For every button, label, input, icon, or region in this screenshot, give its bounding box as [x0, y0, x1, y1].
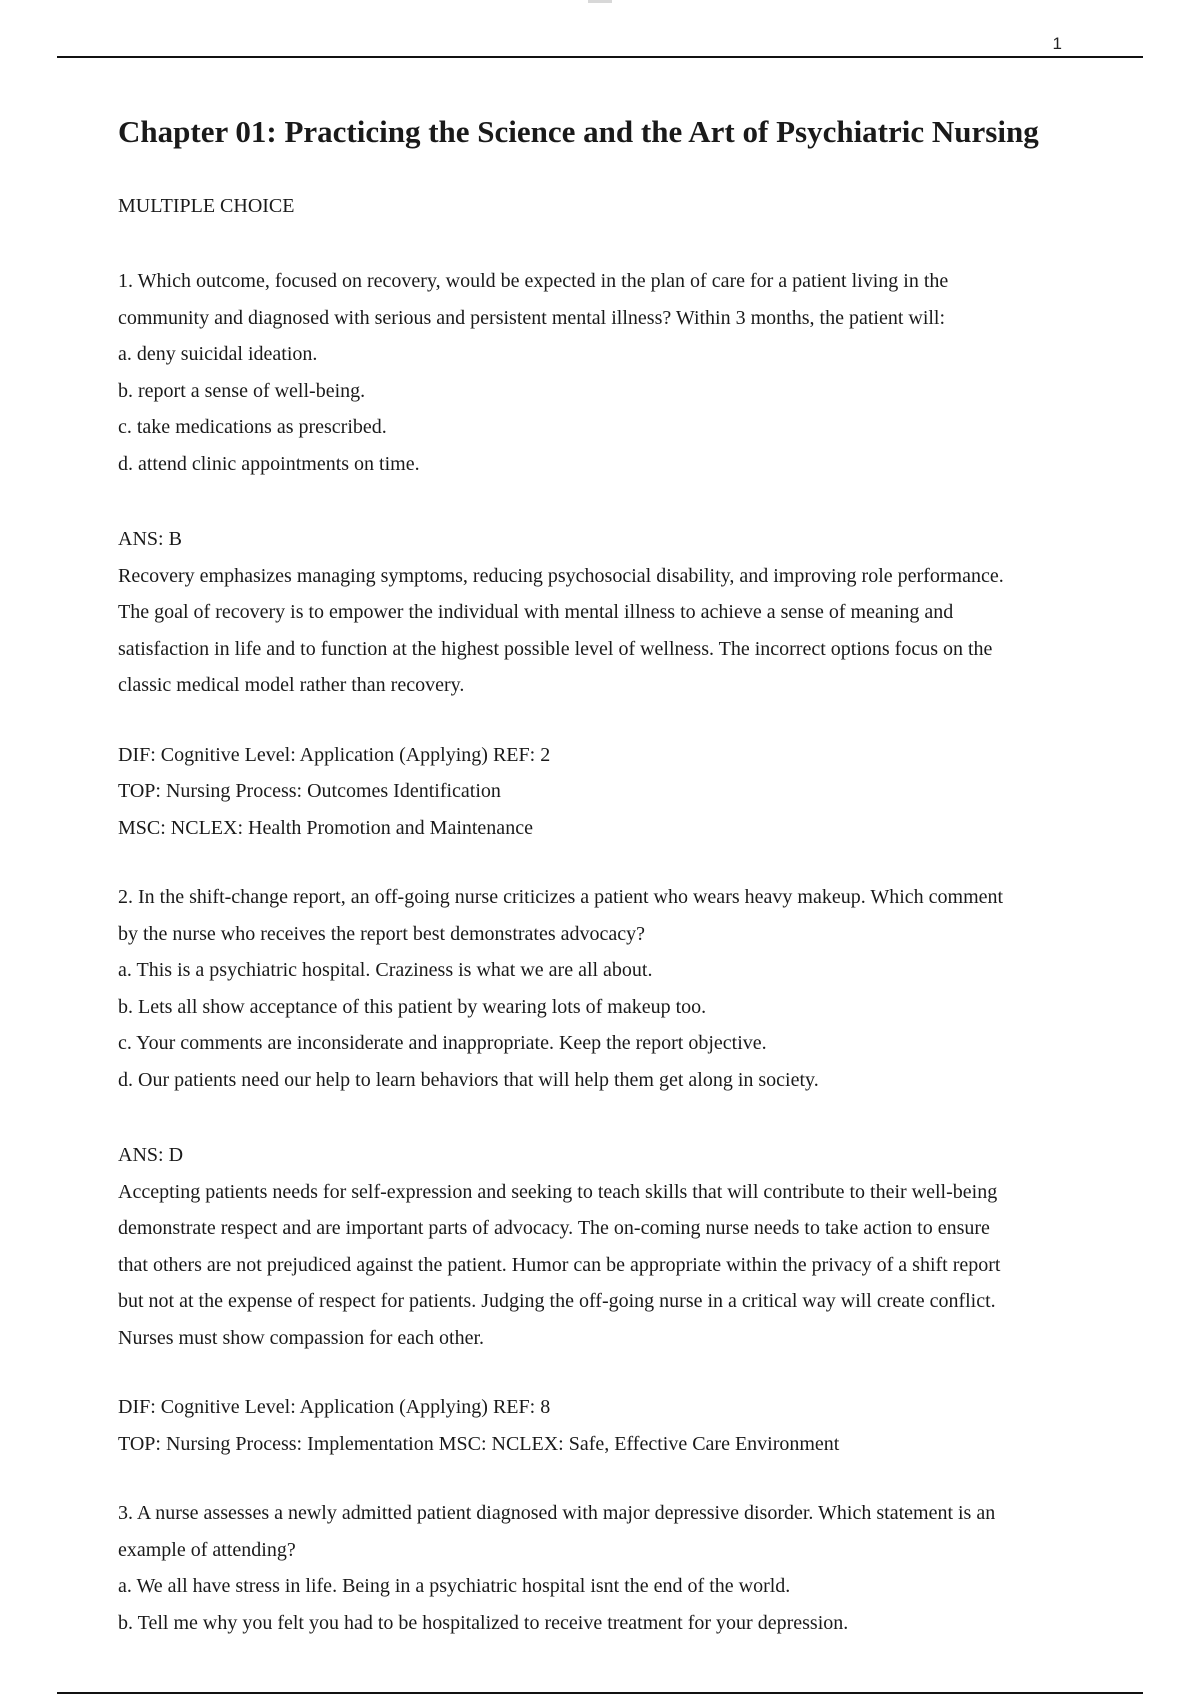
footer-rule: [57, 1692, 1143, 1694]
answer-option-a: a. This is a psychiatric hospital. Craziness is what we are all about.: [118, 959, 653, 981]
meta-line: TOP: Nursing Process: Outcomes Identification: [118, 780, 501, 802]
question-stem-line: community and diagnosed with serious and persistent mental illness? Within 3 months, the patient will:: [118, 306, 946, 329]
rationale-line: The goal of recovery is to empower the individual with mental illness to achieve a sense of meaning and: [118, 601, 954, 623]
rationale-line: demonstrate respect and are important parts of advocacy. The on-coming nurse needs to take action to ensure: [118, 1217, 990, 1239]
question-2-answer: ANS: D: [118, 1144, 184, 1166]
answer-option-a: a. deny suicidal ideation.: [118, 343, 318, 365]
question-3: [118, 1495, 1088, 1641]
answer-option-a: a. We all have stress in life. Being in a psychiatric hospital isnt the end of the world.: [118, 1575, 791, 1597]
rationale-line: classic medical model rather than recovery.: [118, 674, 465, 696]
answer-option-d: d. attend clinic appointments on time.: [118, 452, 420, 475]
answer-option-d: d. Our patients need our help to learn behaviors that will help them get along in society.: [118, 1068, 819, 1091]
answer-option-b: b. Lets all show acceptance of this patient by wearing lots of makeup too.: [118, 995, 707, 1018]
question-1-rationale: [118, 558, 1088, 704]
question-1: [118, 263, 1088, 846]
rationale-line: but not at the expense of respect for patients. Judging the off-going nurse in a critical way will create conflict.: [118, 1290, 996, 1312]
meta-line: TOP: Nursing Process: Implementation MSC: NCLEX: Safe, Effective Care Environment: [118, 1432, 840, 1455]
question-2: [118, 879, 1088, 1462]
question-stem-line: 3. A nurse assesses a newly admitted patient diagnosed with major depressive disorder. Which statement is an: [118, 1502, 996, 1524]
question-1-meta: [118, 737, 1088, 847]
rationale-line: Recovery emphasizes managing symptoms, reducing psychosocial disability, and improving role performance.: [118, 564, 1004, 587]
top-edge-mark: [588, 0, 612, 3]
page-number: 1: [1052, 34, 1062, 53]
rationale-line: that others are not prejudiced against the patient. Humor can be appropriate within the privacy of a shift report: [118, 1253, 1001, 1276]
page-content: [118, 108, 1088, 1641]
question-stem-line: example of attending?: [118, 1538, 296, 1561]
rationale-line: Accepting patients needs for self-expression and seeking to teach skills that will contribute to their well-being: [118, 1180, 998, 1203]
answer-option-b: b. Tell me why you felt you had to be hospitalized to receive treatment for your depression.: [118, 1611, 849, 1634]
question-stem-line: by the nurse who receives the report best demonstrates advocacy?: [118, 922, 646, 945]
question-3-options: [118, 1568, 1088, 1641]
question-stem-line: 1. Which outcome, focused on recovery, would be expected in the plan of care for a patient living in the: [118, 270, 949, 292]
question-2-stem: [118, 879, 1088, 952]
section-label: MULTIPLE CHOICE: [118, 195, 295, 217]
meta-line: DIF: Cognitive Level: Application (Applying) REF: 8: [118, 1396, 551, 1418]
answer-option-b: b. report a sense of well-being.: [118, 379, 366, 402]
question-2-rationale: [118, 1174, 1088, 1357]
answer-option-c: c. Your comments are inconsiderate and inappropriate. Keep the report objective.: [118, 1032, 767, 1054]
meta-line: MSC: NCLEX: Health Promotion and Maintenance: [118, 816, 533, 839]
meta-line: DIF: Cognitive Level: Application (Applying) REF: 2: [118, 743, 551, 766]
question-2-meta: [118, 1389, 1088, 1462]
rationale-line: Nurses must show compassion for each other.: [118, 1326, 485, 1349]
question-3-stem: [118, 1495, 1088, 1568]
header-rule: [57, 56, 1143, 58]
question-2-options: [118, 952, 1088, 1098]
answer-option-c: c. take medications as prescribed.: [118, 416, 387, 438]
question-1-stem: [118, 263, 1088, 336]
question-stem-line: 2. In the shift-change report, an off-going nurse criticizes a patient who wears heavy makeup. Which comment: [118, 886, 1004, 908]
rationale-line: satisfaction in life and to function at the highest possible level of wellness. The incorrect options focus on the: [118, 637, 993, 660]
chapter-title: Chapter 01: Practicing the Science and the Art of Psychiatric Nursing: [118, 114, 1039, 149]
question-1-options: [118, 336, 1088, 482]
question-1-answer: ANS: B: [118, 528, 182, 550]
